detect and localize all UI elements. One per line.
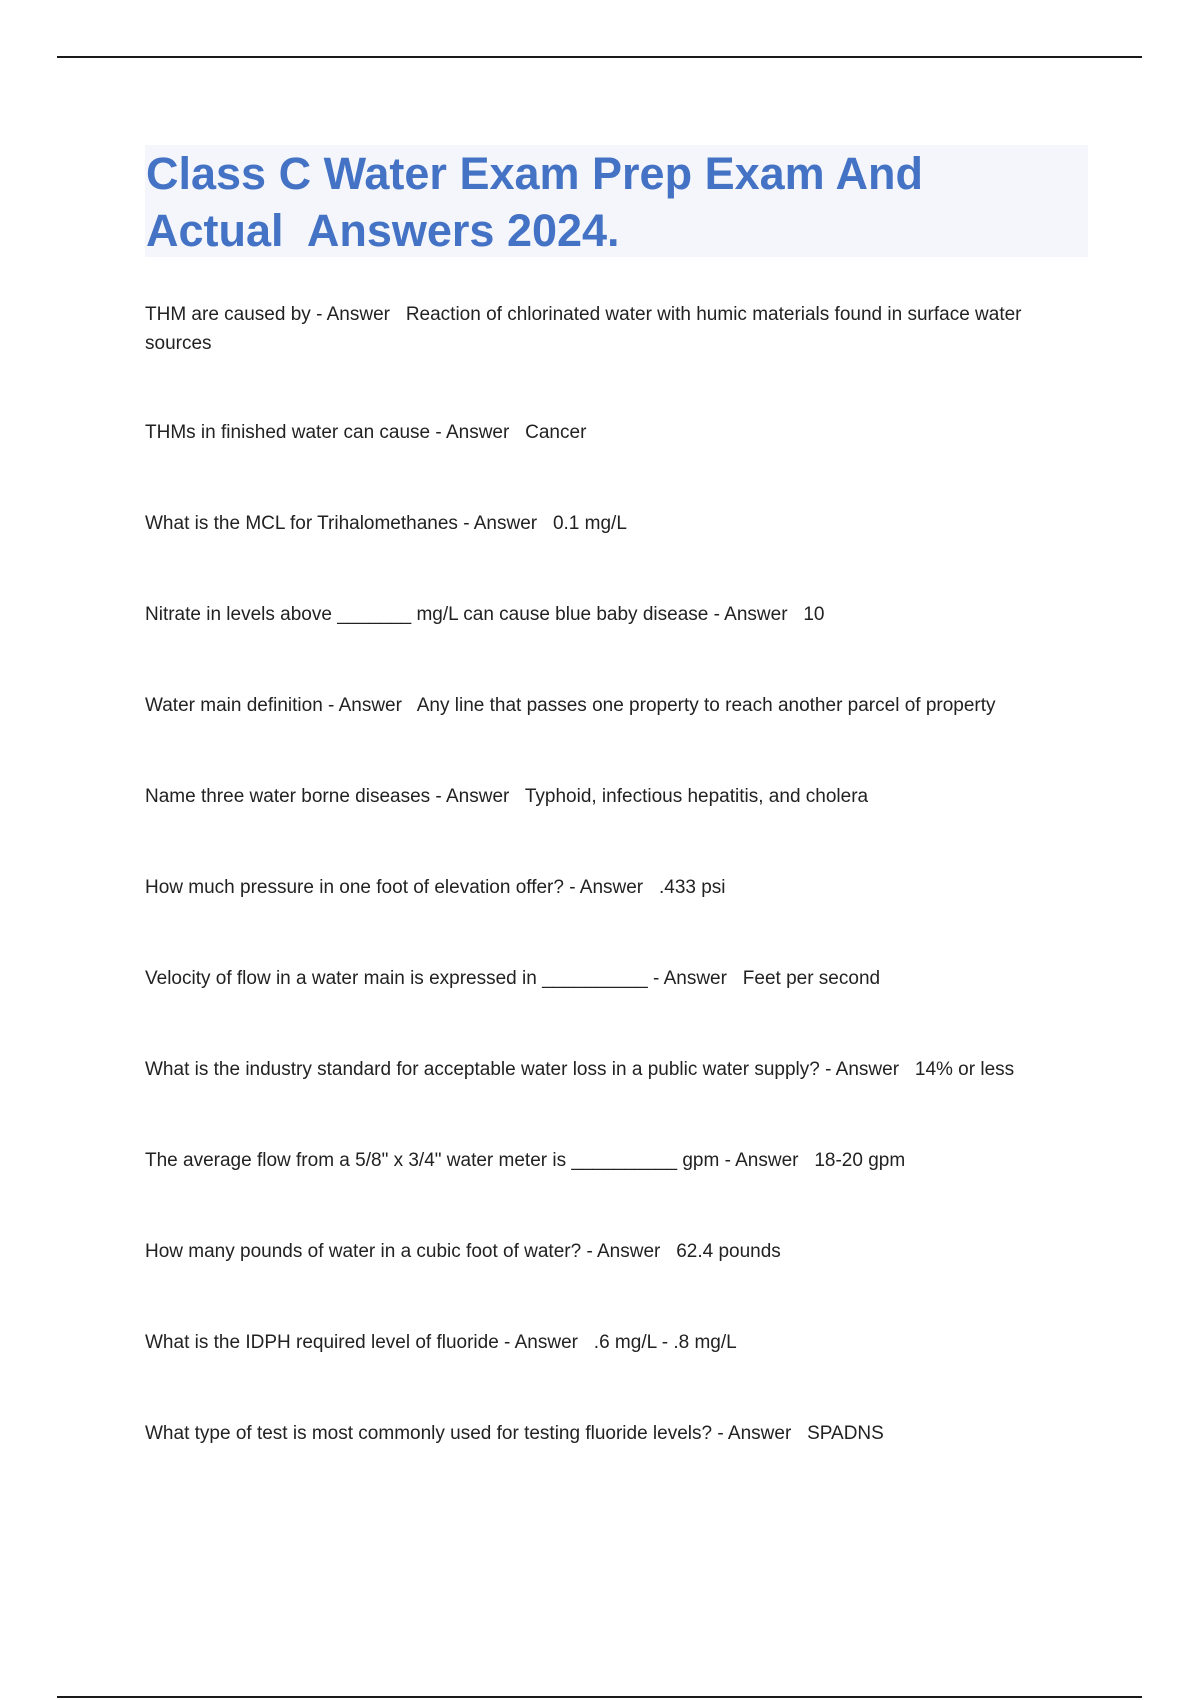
qa-item: How much pressure in one foot of elevation offer? - Answer .433 psi — [145, 877, 726, 898]
qa-item: THM are caused by - Answer Reaction of chlorinated water with humic materials found in surface water sources — [145, 304, 1027, 354]
qa-item: What type of test is most commonly used for testing fluoride levels? - Answer SPADNS — [145, 1423, 884, 1444]
qa-item: THMs in finished water can cause - Answer Cancer — [145, 422, 587, 443]
qa-item: Nitrate in levels above _______ mg/L can cause blue baby disease - Answer 10 — [145, 604, 825, 625]
qa-item: What is the IDPH required level of fluoride - Answer .6 mg/L - .8 mg/L — [145, 1332, 737, 1353]
qa-item: What is the industry standard for acceptable water loss in a public water supply? - Answer 14% or less — [145, 1059, 1015, 1080]
header-rule — [57, 56, 1142, 58]
footer-rule — [57, 1696, 1142, 1698]
qa-item: Water main definition - Answer Any line that passes one property to reach another parcel of property — [145, 695, 996, 716]
document-title: Class C Water Exam Prep Exam And Actual Answers 2024. — [146, 148, 923, 256]
qa-item: Name three water borne diseases - Answer Typhoid, infectious hepatitis, and cholera — [145, 786, 869, 807]
qa-item: Velocity of flow in a water main is expressed in __________ - Answer Feet per second — [145, 968, 881, 989]
title-block — [145, 145, 1088, 257]
qa-item: How many pounds of water in a cubic foot of water? - Answer 62.4 pounds — [145, 1241, 781, 1262]
qa-item: What is the MCL for Trihalomethanes - Answer 0.1 mg/L — [145, 513, 627, 534]
qa-item: The average flow from a 5/8" x 3/4" water meter is __________ gpm - Answer 18-20 gpm — [145, 1150, 906, 1171]
